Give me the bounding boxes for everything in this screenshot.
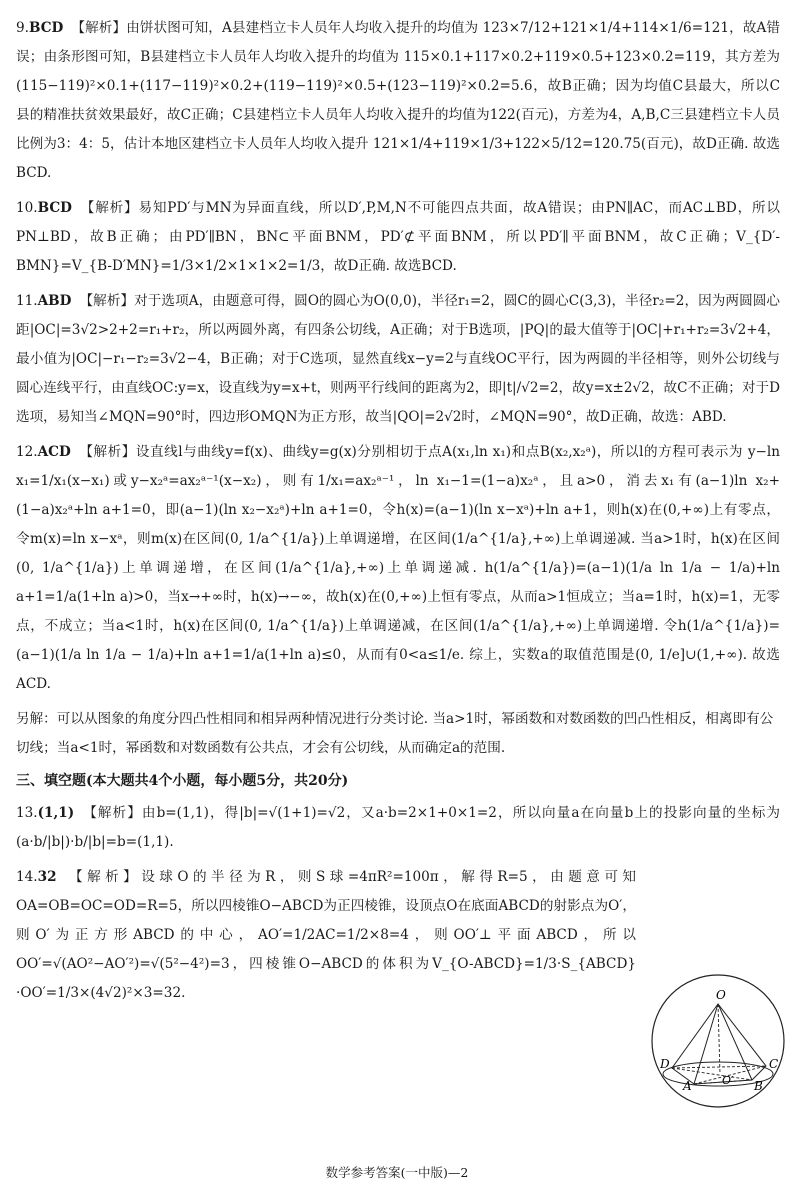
label-a: A <box>683 1079 692 1093</box>
answer-item-11 <box>16 287 780 432</box>
section-title: 三、填空题(本大题共4个小题，每小题5分，共20分) <box>16 773 349 789</box>
item-number: 10. <box>16 200 38 216</box>
label-b: B <box>754 1079 763 1093</box>
answer-item-9 <box>16 14 780 188</box>
item-explanation: 【解析】对于选项A，由题意可得，圆O的圆心为O(0,0)，半径r₁=2，圆C的圆心C(3,3)，半径r₂=2，因为两圆圆心距|OC|=3√2>2+2=r₁+r₂，所以两圆外离，有四条公切线，A正确；对于B选项，|PQ|的最大值等于|OC|+r₁+r₂=3√2+4，最小值为|OC|−r₁−r₂=3√2−4，B正确；对于C选项，显然直线x−y=2与直线OC平行，因为两圆的半径相等，则外公切线与圆心连线平行，由直线OC:y=x，设直线为y=x+t，则两平行线间的距离为2，即|t|/√2=2，故y=x±2√2，故C不正确；对于D选项，易知当∠MQN=90°时，四边形OMQN为正方形，故当|QO|=2√2时，∠MQN=90°，故D正确，故选：ABD. <box>16 293 780 425</box>
item-answer: ACD <box>37 444 71 460</box>
sphere-pyramid-figure <box>648 966 788 1116</box>
item-answer: BCD <box>37 200 72 216</box>
item-number: 11. <box>16 293 38 309</box>
item-answer: 32 <box>37 869 57 885</box>
item-answer: (1,1) <box>37 805 75 821</box>
label-o-prime: O′ <box>722 1074 734 1087</box>
item-number: 9. <box>16 20 29 36</box>
answer-item-13 <box>16 799 780 857</box>
answer-item-10 <box>16 194 780 281</box>
item-explanation: 【解析】由b=(1,1)，得|b|=√(1+1)=√2，又a·b=2×1+0×1=2，所以向量a在向量b上的投影向量的坐标为(a·b/|b|)·b/|b|=b=(1,1). <box>16 805 780 850</box>
item-explanation: 【解析】易知PD′与MN为异面直线，所以D′,P,M,N不可能四点共面，故A错误；由PN∥AC，而AC⊥BD，所以PN⊥BD，故B正确；由PD′∥BN，BN⊂平面BNM，PD′⊄平面BNM，所以PD′∥平面BNM，故C正确；V_{D′-BMN}=V_{B-D′MN}=1/3×1/2×1×1×2=1/3，故D正确. 故选BCD. <box>16 200 780 274</box>
item-number: 12. <box>16 444 38 460</box>
item-number: 14. <box>16 869 38 885</box>
item-explanation: 【解析】由饼状图可知，A县建档立卡人员年人均收入提升的均值为 123×7/12+121×1/4+114×1/6=121，故A错误；由条形图可知，B县建档立卡人员年人均收入提升的均值为 115×0.1+117×0.2+119×0.5+123×0.2=119，其方差为(115−119)²×0.1+(117−119)²×0.2+(119−119)²×0.5+(123−119)²×0.2=5.6，故B正确；因为均值C县最大，所以C县的精准扶贫效果最好，故C正确；C县建档立卡人员年人均收入提升的均值为122(百元)，方差为4，A,B,C三县建档立卡人员比例为3：4：5，估计本地区建档立卡人员年人均收入提升 121×1/4+119×1/3+122×5/12=120.75(百元)，故D正确. 故选BCD. <box>16 20 780 181</box>
item-answer: ABD <box>37 293 72 309</box>
label-o: O <box>716 988 726 1002</box>
label-d: D <box>660 1057 670 1071</box>
label-c: C <box>769 1057 779 1071</box>
alternative-solution-note: 另解：可以从图象的角度分四凸性相同和相异两种情况进行分类讨论. 当a>1时，幂函数和对数函数的凹凸性相反，相离即有公切线；当a<1时，幂函数和对数函数有公共点，才会有公切线，从而确定a的范围. <box>16 711 774 756</box>
item-answer: BCD <box>28 20 64 36</box>
item-explanation: 【解析】设直线l与曲线y=f(x)、曲线y=g(x)分别相切于点A(x₁,ln x₁)和点B(x₂,x₂ᵃ)，所以l的方程可表示为 y−ln x₁=1/x₁(x−x₁)或y−x₂ᵃ=ax₂ᵃ⁻¹(x−x₂)，则有1/x₁=ax₂ᵃ⁻¹，ln x₁−1=(1−a)x₂ᵃ，且a>0，消去x₁有(a−1)ln x₂+(1−a)x₂ᵃ+ln a+1=0，即(a−1)(ln x₂−x₂ᵃ)+ln a+1=0，令h(x)=(a−1)(ln x−xᵃ)+ln a+1，则h(x)在(0,+∞)上有零点，令m(x)=ln x−xᵃ，则m(x)在区间(0, 1/a^{1/a})上单调递增，在区间(1/a^{1/a},+∞)上单调递减. 当a>1时，h(x)在区间(0, 1/a^{1/a})上单调递增，在区间(1/a^{1/a},+∞)上单调递减. h(1/a^{1/a})=(a−1)(1/a ln 1/a − 1/a)+ln a+1=1/a(1+ln a)>0，当x→+∞时，h(x)→−∞，故h(x)在(0,+∞)上恒有零点，从而a>1恒成立；当a=1时，h(x)=1，无零点，不成立；当a<1时，h(x)在区间(0, 1/a^{1/a})上单调递减，在区间(1/a^{1/a},+∞)上单调递增. 令h(1/a^{1/a})=(a−1)(1/a ln 1/a − 1/a)+ln a+1=1/a(1+ln a)≤0，从而有0<a≤1/e. 综上，实数a的取值范围是(0, 1/e]∪(1,+∞). 故选ACD. <box>16 444 780 692</box>
hidden-lines <box>672 1004 766 1084</box>
item-14-text <box>16 863 636 1008</box>
answer-item-12 <box>16 438 780 699</box>
page-footer: 数学参考答案(一中版)—2 <box>325 1165 469 1180</box>
page-content <box>16 14 780 1014</box>
item-explanation: 【解析】设球O的半径为R，则S球=4πR²=100π，解得R=5，由题意可知OA=OB=OC=OD=R=5，所以四棱锥O−ABCD为正四棱锥，设顶点O在底面ABCD的射影点为O′，则O′为正方形ABCD的中心，AO′=1/2AC=1/2×8=4，则OO′⊥平面ABCD，所以OO′=√(AO²−AO′²)=√(5²−4²)=3，四棱锥O−ABCD的体积为V_{O-ABCD}=1/3·S_{ABCD}·OO′=1/3×(4√2)²×3=32. <box>16 869 636 1001</box>
item-number: 13. <box>16 805 38 821</box>
